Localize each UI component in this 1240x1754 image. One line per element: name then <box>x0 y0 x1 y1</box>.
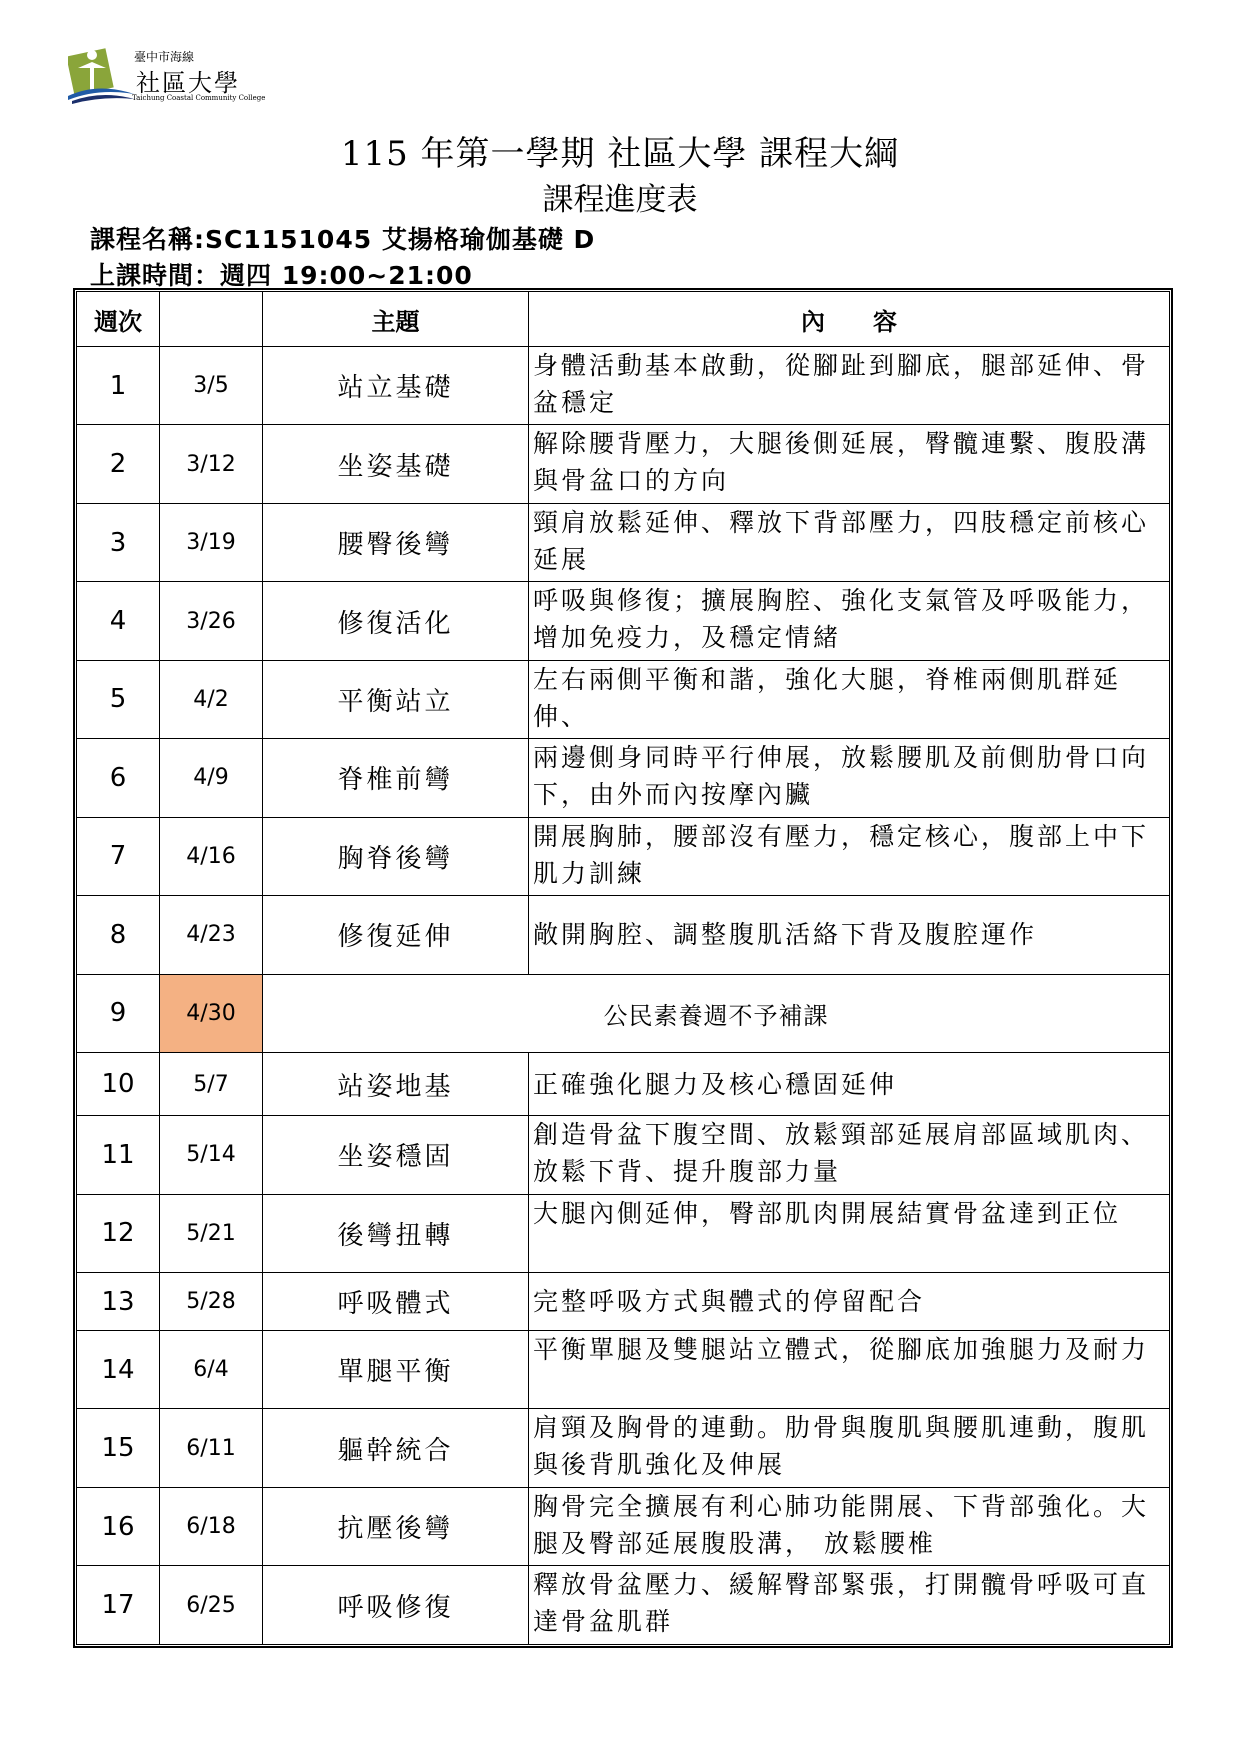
table-row <box>77 1194 1170 1272</box>
date-cell: 4/9 <box>160 739 263 817</box>
topic-cell: 站立基礎 <box>263 347 529 425</box>
week-cell: 3 <box>77 503 160 581</box>
table-row <box>77 1409 1170 1487</box>
college-logo <box>68 46 268 106</box>
class-time: 上課時間：週四 19:00~21:00 <box>90 261 473 290</box>
content-cell: 釋放骨盆壓力、緩解臀部緊張，打開髖骨呼吸可直達骨盆肌群 <box>529 1566 1170 1645</box>
date-cell: 3/19 <box>160 503 263 581</box>
week-cell: 4 <box>77 582 160 660</box>
week-cell: 12 <box>77 1194 160 1272</box>
table-row <box>77 896 1170 974</box>
table-row <box>77 817 1170 895</box>
table-row <box>77 974 1170 1052</box>
logo-name: 社區大學 <box>136 69 240 97</box>
table-header-row <box>77 292 1170 347</box>
table-row <box>77 1052 1170 1115</box>
content-cell: 平衡單腿及雙腿站立體式，從腳底加強腿力及耐力 <box>529 1331 1170 1409</box>
date-cell: 3/5 <box>160 347 263 425</box>
topic-cell: 軀幹統合 <box>263 1409 529 1487</box>
page-title: 115 年第一學期 社區大學 課程大綱 <box>340 134 900 174</box>
logo-city: 臺中市海線 <box>134 50 195 64</box>
topic-cell: 呼吸修復 <box>263 1566 529 1645</box>
topic-cell: 修復活化 <box>263 582 529 660</box>
date-cell: 4/16 <box>160 817 263 895</box>
date-cell: 5/21 <box>160 1194 263 1272</box>
content-cell: 肩頸及胸骨的連動。肋骨與腹肌與腰肌連動，腹肌與後背肌強化及伸展 <box>529 1409 1170 1487</box>
week-cell: 11 <box>77 1116 160 1194</box>
course-name: 課程名稱:SC1151045 艾揚格瑜伽基礎 D <box>90 225 596 254</box>
header-content: 內 容 <box>529 292 1170 347</box>
content-cell: 敞開胸腔、調整腹肌活絡下背及腹腔運作 <box>529 896 1170 974</box>
week-cell: 7 <box>77 817 160 895</box>
date-cell: 3/12 <box>160 425 263 503</box>
logo-english-name: Taichung Coastal Community College <box>132 94 266 102</box>
table-row <box>77 1487 1170 1565</box>
table-row <box>77 1331 1170 1409</box>
header-week: 週次 <box>77 292 160 347</box>
date-cell: 6/25 <box>160 1566 263 1645</box>
table-row <box>77 1116 1170 1194</box>
content-cell: 胸骨完全擴展有利心肺功能開展、下背部強化。大腿及臀部延展腹股溝， 放鬆腰椎 <box>529 1487 1170 1565</box>
topic-cell: 站姿地基 <box>263 1052 529 1115</box>
week-cell: 6 <box>77 739 160 817</box>
date-cell: 4/30 <box>160 974 263 1052</box>
schedule-body <box>77 347 1170 1645</box>
date-cell: 3/26 <box>160 582 263 660</box>
logo-emblem-icon <box>68 46 134 104</box>
date-cell: 5/28 <box>160 1272 263 1330</box>
table-row <box>77 503 1170 581</box>
content-cell: 身體活動基本啟動，從腳趾到腳底，腿部延伸、骨盆穩定 <box>529 347 1170 425</box>
table-row <box>77 582 1170 660</box>
date-cell: 6/4 <box>160 1331 263 1409</box>
table-row <box>77 660 1170 738</box>
table-row <box>77 425 1170 503</box>
week-cell: 17 <box>77 1566 160 1645</box>
date-cell: 5/7 <box>160 1052 263 1115</box>
schedule-table <box>76 291 1170 1645</box>
topic-cell: 坐姿基礎 <box>263 425 529 503</box>
week-cell: 2 <box>77 425 160 503</box>
topic-cell: 脊椎前彎 <box>263 739 529 817</box>
page-subtitle: 課程進度表 <box>542 182 698 218</box>
content-cell: 解除腰背壓力，大腿後側延展，臀髖連繫、腹股溝與骨盆口的方向 <box>529 425 1170 503</box>
week-cell: 14 <box>77 1331 160 1409</box>
content-cell: 正確強化腿力及核心穩固延伸 <box>529 1052 1170 1115</box>
topic-cell: 平衡站立 <box>263 660 529 738</box>
week-cell: 10 <box>77 1052 160 1115</box>
content-cell: 開展胸肺，腰部沒有壓力，穩定核心，腹部上中下肌力訓練 <box>529 817 1170 895</box>
content-cell: 創造骨盆下腹空間、放鬆頸部延展肩部區域肌肉、放鬆下背、提升腹部力量 <box>529 1116 1170 1194</box>
date-cell: 6/18 <box>160 1487 263 1565</box>
date-cell: 4/2 <box>160 660 263 738</box>
topic-cell: 單腿平衡 <box>263 1331 529 1409</box>
date-cell: 6/11 <box>160 1409 263 1487</box>
topic-cell: 抗壓後彎 <box>263 1487 529 1565</box>
topic-cell: 呼吸體式 <box>263 1272 529 1330</box>
content-cell: 頸肩放鬆延伸、釋放下背部壓力，四肢穩定前核心延展 <box>529 503 1170 581</box>
week-cell: 13 <box>77 1272 160 1330</box>
week-cell: 8 <box>77 896 160 974</box>
week-cell: 5 <box>77 660 160 738</box>
topic-cell: 後彎扭轉 <box>263 1194 529 1272</box>
table-row <box>77 1272 1170 1330</box>
merged-note-cell: 公民素養週不予補課 <box>263 974 1170 1052</box>
content-cell: 呼吸與修復；擴展胸腔、強化支氣管及呼吸能力，增加免疫力，及穩定情緒 <box>529 582 1170 660</box>
week-cell: 1 <box>77 347 160 425</box>
date-cell: 4/23 <box>160 896 263 974</box>
topic-cell: 修復延伸 <box>263 896 529 974</box>
content-cell: 完整呼吸方式與體式的停留配合 <box>529 1272 1170 1330</box>
header-date <box>160 292 263 347</box>
topic-cell: 坐姿穩固 <box>263 1116 529 1194</box>
topic-cell: 胸脊後彎 <box>263 817 529 895</box>
header-topic: 主題 <box>263 292 529 347</box>
date-cell: 5/14 <box>160 1116 263 1194</box>
week-cell: 16 <box>77 1487 160 1565</box>
week-cell: 15 <box>77 1409 160 1487</box>
topic-cell: 腰臀後彎 <box>263 503 529 581</box>
table-row <box>77 739 1170 817</box>
week-cell: 9 <box>77 974 160 1052</box>
table-row <box>77 1566 1170 1645</box>
content-cell: 左右兩側平衡和諧，強化大腿，脊椎兩側肌群延伸、 <box>529 660 1170 738</box>
content-cell: 大腿內側延伸，臀部肌肉開展結實骨盆達到正位 <box>529 1194 1170 1272</box>
table-row <box>77 347 1170 425</box>
content-cell: 兩邊側身同時平行伸展，放鬆腰肌及前側肋骨口向下，由外而內按摩內臟 <box>529 739 1170 817</box>
